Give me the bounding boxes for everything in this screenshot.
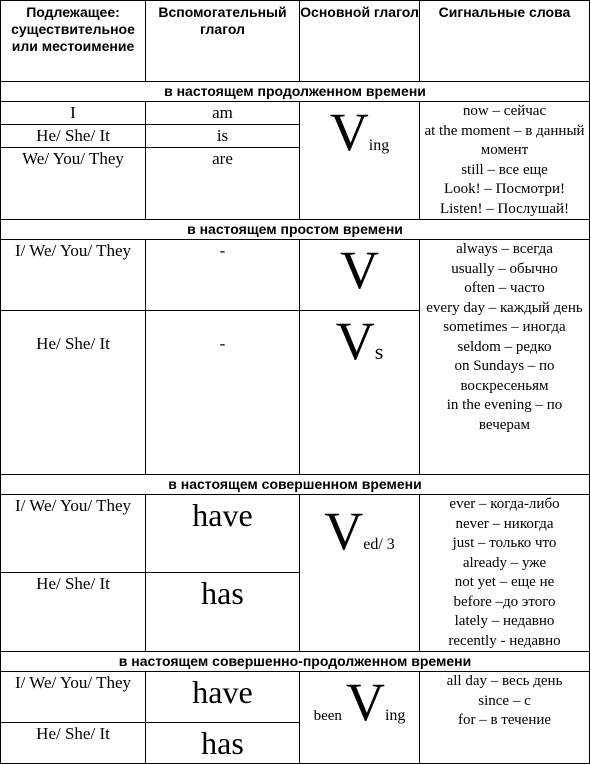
subject-cell: I xyxy=(1,102,146,125)
aux-cell: am xyxy=(146,102,300,125)
signal-words-cell xyxy=(420,672,590,764)
signal-word: never – никогда xyxy=(455,515,554,532)
section-title-continuous: в настоящем продолженном времени xyxy=(1,82,590,102)
signal-word: Listen! – Послушай! xyxy=(439,200,570,217)
aux-cell: - xyxy=(146,240,300,311)
verb-letter: V xyxy=(324,501,364,561)
signal-word: seldom – редко xyxy=(457,338,552,355)
section-row xyxy=(1,82,590,102)
signal-word: not yet – еще не xyxy=(454,574,555,590)
signal-word: at the moment – в данный момент xyxy=(424,122,585,158)
verb-suffix: ed/ 3 xyxy=(363,536,395,553)
verb-letter: V xyxy=(335,311,375,371)
aux-cell: have xyxy=(146,672,300,723)
main-verb-cell xyxy=(300,495,420,652)
signal-word: in the evening – по вечерам xyxy=(446,397,563,433)
section-row xyxy=(1,652,590,672)
signal-word: since – с xyxy=(478,692,531,709)
verb-letter: V xyxy=(345,672,385,732)
main-verb-cell xyxy=(300,240,420,311)
signal-word: sometimes – иногда xyxy=(443,319,566,335)
aux-cell: are xyxy=(146,148,300,220)
signal-word: ever – когда-либо xyxy=(449,496,560,512)
main-verb-cell xyxy=(300,672,420,764)
section-title-simple: в настоящем простом времени xyxy=(1,220,590,240)
verb-suffix: ing xyxy=(384,707,406,724)
verb-letter: V xyxy=(340,240,379,300)
subject-cell: He/ She/ It xyxy=(1,125,146,148)
aux-cell: has xyxy=(146,573,300,652)
signal-words-cell xyxy=(420,495,590,652)
signal-word: every day – каждый день xyxy=(426,299,583,316)
aux-cell: has xyxy=(146,723,300,764)
signal-word: just – только что xyxy=(452,535,557,551)
signal-word: already – уже xyxy=(462,554,547,571)
signal-word: lately – недавно xyxy=(454,613,555,629)
section-title-perfect-continuous: в настоящем совершенно-продолженном времени xyxy=(1,652,590,672)
signal-word: recently - недавно xyxy=(448,632,561,649)
signal-word: still – все еще xyxy=(461,161,548,178)
header-signal: Сигнальные слова xyxy=(420,1,590,82)
header-aux: Вспомогательный глагол xyxy=(146,1,300,82)
signal-word: all day – весь день xyxy=(446,673,563,689)
aux-cell: is xyxy=(146,125,300,148)
signal-word: often – часто xyxy=(464,280,545,296)
signal-word: on Sundays – по воскресеньям xyxy=(454,358,555,394)
subject-cell: He/ She/ It xyxy=(1,311,146,475)
signal-word: for – в течение xyxy=(457,712,552,728)
signal-word: before –до этого xyxy=(453,593,556,610)
section-row xyxy=(1,475,590,495)
subject-cell: I/ We/ You/ They xyxy=(1,495,146,573)
aux-cell: have xyxy=(146,495,300,573)
signal-word: Look! – Посмотри! xyxy=(443,181,566,197)
subject-cell: We/ You/ They xyxy=(1,148,146,220)
main-verb-cell xyxy=(300,102,420,220)
subject-cell: He/ She/ It xyxy=(1,723,146,764)
header-main: Основной глагол xyxy=(300,1,420,82)
subject-cell: I/ We/ You/ They xyxy=(1,672,146,723)
verb-prefix: been xyxy=(313,708,342,724)
header-subject: Подлежащее: существительное или местоимение xyxy=(1,1,146,82)
subject-cell: I/ We/ You/ They xyxy=(1,240,146,311)
main-verb-cell xyxy=(300,311,420,475)
signal-word: usually – обычно xyxy=(451,260,558,277)
section-row xyxy=(1,220,590,240)
header-row xyxy=(1,1,590,82)
verb-suffix: s xyxy=(374,339,384,364)
subject-cell: He/ She/ It xyxy=(1,573,146,652)
verb-letter: V xyxy=(329,102,369,162)
section-title-perfect: в настоящем совершенном времени xyxy=(1,475,590,495)
signal-words-cell xyxy=(420,102,590,220)
verb-suffix: ing xyxy=(368,137,390,154)
signal-word: always – всегда xyxy=(456,241,553,257)
signal-word: now – сейчас xyxy=(462,103,547,119)
signal-words-cell xyxy=(420,240,590,475)
aux-cell: - xyxy=(146,311,300,475)
